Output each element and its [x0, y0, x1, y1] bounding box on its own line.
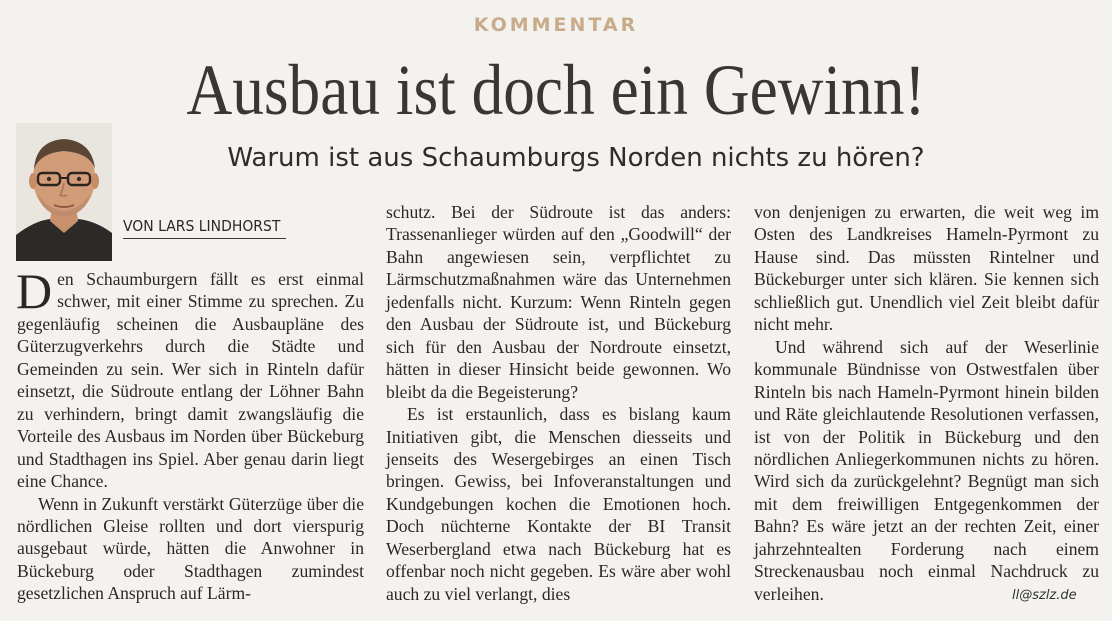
drop-cap: D: [16, 263, 53, 319]
byline-underline: [123, 238, 286, 239]
article-kicker: KOMMENTAR: [473, 14, 639, 36]
paragraph: Und während sich auf der Weserlinie kommunale Bündnisse von Ostwestfalen über Rinteln bis nach Hameln-Pyrmont hinein bilden und Räte gleichlautende Resolutionen verfassen, ist von der Politik in Bückeburg und den nördlichen Anliegerkommunen nichts zu hören. Wird sich da zurückgelehnt? Begnügt man sich mit dem freiwilligen Entgegenkommen der Bahn? Es wäre jetzt an der rechten Zeit, einer jahrzehntealten Forderung nach einem Streckenausbau noch einmal Nachdruck zu verleihen.: [754, 336, 1099, 604]
article-column-1: [16, 263, 364, 605]
paragraph-text: en Schaumburgern fällt es erst einmal schwer, mit einer Stimme zu sprechen. Zu gegenläufig scheinen die Ausbaupläne des Güterzugverkehrs durch die Städte und Gemeinden zu sein. Wer sich in Rinteln dafür einsetzt, die Südroute entlang der Löhner Bahn zu verhindern, bringt damit zwangsläufig die Vorteile des Ausbaus im Norden über Bückeburg und Stadthagen ins Spiel. Aber genau darin liegt eine Chance.: [17, 269, 364, 492]
paragraph: Wenn in Zukunft verstärkt Güterzüge über die nördlichen Gleise rollten und dort vierspurig ausgebaut würde, hätten die Anwohner in Bückeburg oder Stadthagen zumindest gesetzlichen Anspruch auf Lärm-: [17, 493, 364, 604]
paragraph: Es ist erstaunlich, dass es bislang kaum Initiativen gibt, die Menschen diesseits und jenseits des Wesergebirges an einen Tisch bringen. Gewiss, bei Infoveranstaltungen und Kundgebungen kochen die Emotionen hoch. Doch nüchterne Kontakte der BI Transit Weserbergland etwa nach Bückeburg hat es offenbar noch nicht gegeben. Es wäre aber wohl auch zu viel verlangt, dies: [386, 404, 731, 604]
paragraph: [16, 263, 364, 493]
article-column-3: [754, 201, 1099, 605]
paragraph: schutz. Bei der Südroute ist das anders: Trassenanlieger würden auf den „Goodwill“ der Bahn angewiesen sein, verpflichtet zu Lärmschutzmaßnahmen wäre das Unternehmen jedenfalls nicht. Kurzum: Wenn Rinteln gegen den Ausbau der Südroute ist, und Bückeburg sich für den Ausbau der Nordroute einsetzt, hätten in dieser Hinsicht beide gewonnen. Wo bleibt da die Begeisterung?: [386, 202, 731, 402]
paragraph: von denjenigen zu erwarten, die weit weg im Osten des Landkreises Hameln-Pyrmont zu Hause sind. Das müssten Rintelner und Bückeburger unter sich klären. Sie kennen sich schließlich gut. Unendlich viel Zeit bleibt dafür nicht mehr.: [754, 202, 1099, 335]
author-email: ll@szlz.de: [1012, 588, 1077, 603]
byline: VON LARS LINDHORST: [123, 217, 281, 235]
article-column-2: [386, 201, 731, 605]
author-photo: [16, 123, 112, 261]
article-subheadline: Warum ist aus Schaumburgs Norden nichts zu hören?: [227, 143, 925, 173]
article-headline: Ausbau ist doch ein Gewinn!: [186, 50, 926, 130]
